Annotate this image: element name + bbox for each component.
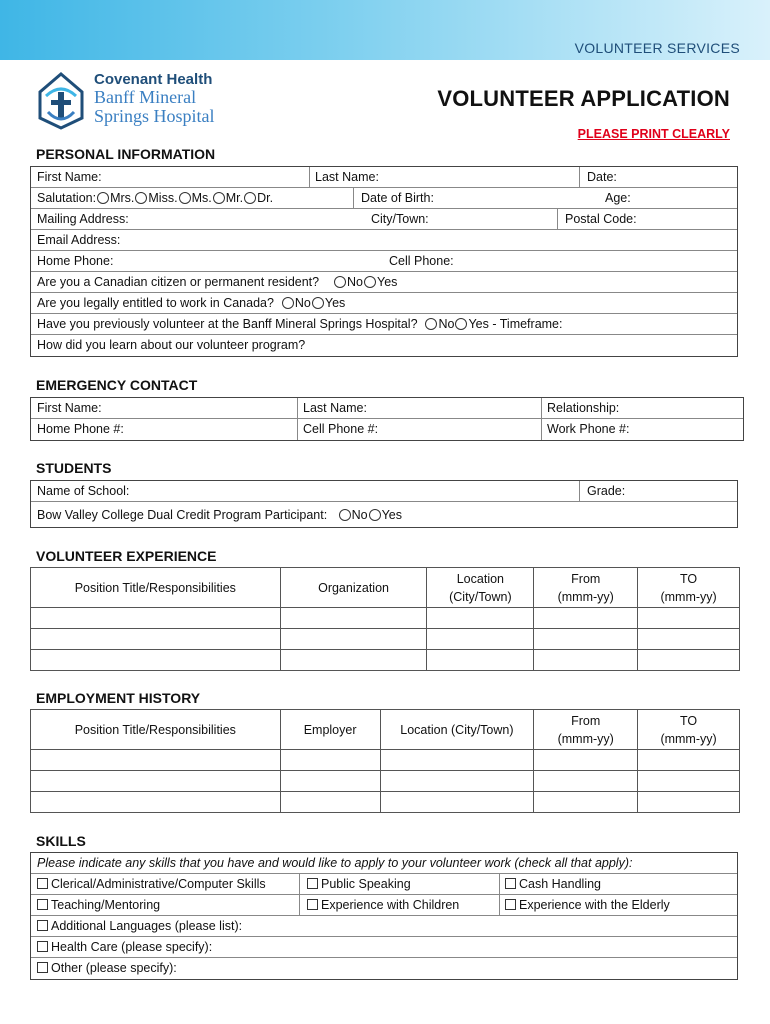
mr-label: Mr. (225, 191, 244, 205)
table-row (31, 792, 740, 813)
postal-code-field[interactable]: Postal Code: (565, 212, 637, 226)
miss-label: Miss. (148, 191, 178, 205)
table-cell[interactable] (380, 750, 534, 771)
clerical-label: Clerical/Administrative/Computer Skills (51, 877, 266, 891)
personal-row-salutation (31, 188, 737, 209)
dual-credit-yes-radio[interactable] (369, 509, 381, 521)
home-phone-field[interactable]: Home Phone: (37, 254, 114, 268)
public-speaking-label: Public Speaking (321, 877, 411, 891)
work-yes-radio[interactable] (312, 297, 324, 309)
col-position-header: Position Title/Responsibilities (31, 568, 281, 608)
table-cell[interactable] (534, 608, 638, 629)
school-name-field[interactable]: Name of School: (37, 484, 130, 498)
citizen-no-radio[interactable] (334, 276, 346, 288)
personal-info-box (30, 166, 738, 357)
salutation-label: Salutation: (37, 191, 97, 205)
cash-handling-label: Cash Handling (519, 877, 601, 891)
table-cell[interactable] (31, 629, 281, 650)
logo-line-2: Banff Mineral (94, 86, 197, 107)
previous-volunteer-question (33, 314, 562, 335)
skills-instructions: Please indicate any skills that you have and would like to apply to your volunteer work (check all that apply): (37, 856, 633, 870)
volunteer-experience-table (30, 567, 740, 671)
personal-row-email (31, 230, 737, 251)
skill-languages[interactable] (33, 916, 242, 937)
skill-clerical[interactable] (33, 874, 266, 895)
table-cell[interactable] (380, 771, 534, 792)
table-cell[interactable] (280, 792, 380, 813)
table-cell[interactable] (534, 792, 638, 813)
table-row (31, 608, 740, 629)
languages-label: Additional Languages (please list): (51, 919, 243, 933)
document-title: VOLUNTEER APPLICATION (437, 86, 730, 111)
citizen-question-text: Are you a Canadian citizen or permanent resident? (37, 275, 320, 289)
personal-row-phone (31, 251, 737, 272)
logo-line-3: Springs Hospital (94, 105, 215, 126)
children-label: Experience with Children (321, 898, 460, 912)
header-banner (0, 0, 770, 60)
skills-row-instructions (31, 853, 737, 874)
work-no-radio[interactable] (282, 297, 294, 309)
table-cell[interactable] (31, 608, 281, 629)
ec-last-name-field[interactable]: Last Name: (303, 401, 367, 415)
date-field[interactable]: Date: (587, 170, 617, 184)
work-yes-label: Yes (324, 296, 346, 310)
personal-row-learn (31, 335, 737, 356)
previous-timeframe-label: Yes - Timeframe: (468, 317, 563, 331)
table-cell[interactable] (534, 629, 638, 650)
ec-work-phone-field[interactable]: Work Phone #: (547, 422, 630, 436)
table-cell[interactable] (31, 792, 281, 813)
email-field[interactable]: Email Address: (37, 233, 121, 247)
ms-radio[interactable] (179, 192, 191, 204)
col-employer-header: Employer (280, 710, 380, 750)
table-cell[interactable] (427, 650, 534, 671)
work-question-text: Are you legally entitled to work in Canada? (37, 296, 274, 310)
work-question (33, 293, 345, 314)
table-cell[interactable] (638, 771, 740, 792)
col-position-header: Position Title/Responsibilities (31, 710, 281, 750)
miss-radio[interactable] (135, 192, 147, 204)
personal-row-previous (31, 314, 737, 335)
clerical-checkbox[interactable] (37, 878, 48, 889)
table-cell[interactable] (638, 629, 740, 650)
elderly-checkbox[interactable] (505, 899, 516, 910)
emergency-contact-box (30, 397, 744, 441)
table-row (31, 650, 740, 671)
skill-other[interactable] (33, 958, 177, 979)
citizen-yes-label: Yes (377, 275, 398, 289)
work-no-label: No (294, 296, 311, 310)
emergency-contact-heading: EMERGENCY CONTACT (36, 377, 198, 393)
students-row-1 (31, 481, 737, 502)
previous-no-radio[interactable] (425, 318, 437, 330)
grade-field[interactable]: Grade: (587, 484, 626, 498)
table-cell[interactable] (280, 608, 427, 629)
mailing-address-field[interactable]: Mailing Address: (37, 212, 129, 226)
personal-row-address (31, 209, 737, 230)
skills-row-2 (31, 895, 737, 916)
citizen-question (33, 272, 397, 293)
ec-cell-phone-field[interactable]: Cell Phone #: (303, 422, 379, 436)
table-cell[interactable] (427, 629, 534, 650)
elderly-label: Experience with the Elderly (519, 898, 670, 912)
table-cell[interactable] (638, 650, 740, 671)
personal-row-citizen (31, 272, 737, 293)
emergency-row-1 (31, 398, 743, 419)
cash-handling-checkbox[interactable] (505, 878, 516, 889)
last-name-field[interactable]: Last Name: (315, 170, 379, 184)
table-cell[interactable] (638, 608, 740, 629)
children-checkbox[interactable] (307, 899, 318, 910)
table-cell[interactable] (534, 771, 638, 792)
skill-health-care[interactable] (33, 937, 212, 958)
personal-row-name (31, 167, 737, 188)
skills-row-4 (31, 937, 737, 958)
table-cell[interactable] (638, 750, 740, 771)
skills-heading: SKILLS (36, 833, 86, 849)
citizen-no-label: No (347, 275, 364, 289)
previous-question-text: Have you previously volunteer at the Banff Mineral Springs Hospital? (37, 317, 418, 331)
skill-cash-handling[interactable] (501, 874, 601, 895)
personal-row-work (31, 293, 737, 314)
ec-relationship-field[interactable]: Relationship: (547, 401, 620, 415)
public-speaking-checkbox[interactable] (307, 878, 318, 889)
citizen-yes-radio[interactable] (364, 276, 376, 288)
teaching-label: Teaching/Mentoring (51, 898, 161, 912)
from-line-1: From (571, 713, 601, 728)
location-line-2: (City/Town) (449, 589, 512, 604)
col-to-header (638, 710, 740, 750)
covenant-health-logo (36, 70, 246, 132)
from-line-2: (mmm-yy) (557, 589, 614, 604)
personal-info-heading: PERSONAL INFORMATION (36, 146, 216, 162)
logo-line-1: Covenant Health (94, 71, 213, 88)
table-cell[interactable] (31, 750, 281, 771)
skill-public-speaking[interactable] (303, 874, 411, 895)
ms-label: Ms. (191, 191, 212, 205)
dual-credit-no-radio[interactable] (339, 509, 351, 521)
teaching-checkbox[interactable] (37, 899, 48, 910)
col-from-header (534, 568, 638, 608)
volunteer-experience-heading: VOLUNTEER EXPERIENCE (36, 548, 217, 564)
dual-credit-yes-label: Yes (381, 508, 402, 522)
emergency-row-2 (31, 419, 743, 440)
dr-radio[interactable] (244, 192, 256, 204)
cell-phone-field[interactable]: Cell Phone: (389, 254, 454, 268)
mr-radio[interactable] (213, 192, 225, 204)
col-to-header (638, 568, 740, 608)
from-line-2: (mmm-yy) (557, 731, 614, 746)
col-location-header (427, 568, 534, 608)
table-cell[interactable] (534, 650, 638, 671)
table-cell[interactable] (638, 792, 740, 813)
mrs-label: Mrs. (110, 191, 135, 205)
learn-about-field[interactable]: How did you learn about our volunteer program? (37, 338, 306, 352)
dual-credit-no-label: No (351, 508, 368, 522)
other-label: Other (please specify): (51, 961, 177, 975)
to-line-1: TO (680, 571, 698, 586)
table-cell[interactable] (280, 629, 427, 650)
col-organization-header: Organization (280, 568, 427, 608)
skills-row-5 (31, 958, 737, 979)
banner-text: VOLUNTEER SERVICES (574, 40, 740, 56)
from-line-1: From (571, 571, 601, 586)
covenant-cross-icon (36, 72, 86, 130)
skill-children[interactable] (303, 895, 459, 916)
table-row (31, 771, 740, 792)
to-line-2: (mmm-yy) (660, 589, 717, 604)
table-header-row (31, 710, 740, 750)
employment-history-table (30, 709, 740, 813)
skill-teaching[interactable] (33, 895, 160, 916)
table-cell[interactable] (280, 771, 380, 792)
col-location-header: Location (City/Town) (380, 710, 534, 750)
table-row (31, 629, 740, 650)
previous-yes-radio[interactable] (455, 318, 467, 330)
city-town-field[interactable]: City/Town: (371, 212, 429, 226)
col-from-header (534, 710, 638, 750)
table-cell[interactable] (427, 608, 534, 629)
health-care-checkbox[interactable] (37, 941, 48, 952)
first-name-field[interactable]: First Name: (37, 170, 102, 184)
dob-field[interactable]: Date of Birth: (361, 191, 434, 205)
table-cell[interactable] (280, 750, 380, 771)
students-row-2 (31, 502, 737, 527)
languages-checkbox[interactable] (37, 920, 48, 931)
salutation-group (33, 188, 273, 209)
location-line-1: Location (456, 571, 504, 586)
ec-first-name-field[interactable]: First Name: (37, 401, 102, 415)
students-heading: STUDENTS (36, 460, 112, 476)
other-checkbox[interactable] (37, 962, 48, 973)
age-field[interactable]: Age: (605, 191, 631, 205)
table-cell[interactable] (380, 792, 534, 813)
employment-history-heading: EMPLOYMENT HISTORY (36, 690, 201, 706)
to-line-2: (mmm-yy) (660, 731, 717, 746)
skill-elderly[interactable] (501, 895, 670, 916)
dual-credit-question (33, 505, 402, 526)
table-cell[interactable] (280, 650, 427, 671)
health-care-label: Health Care (please specify): (51, 940, 213, 954)
ec-home-phone-field[interactable]: Home Phone #: (37, 422, 124, 436)
print-clearly-note: PLEASE PRINT CLEARLY (577, 127, 730, 141)
skills-box (30, 852, 738, 980)
table-header-row (31, 568, 740, 608)
to-line-1: TO (679, 713, 698, 728)
skills-row-3 (31, 916, 737, 937)
students-box (30, 480, 738, 528)
dual-credit-text: Bow Valley College Dual Credit Program Participant: (37, 508, 328, 522)
previous-no-label: No (438, 317, 455, 331)
table-cell[interactable] (31, 650, 281, 671)
skills-row-1 (31, 874, 737, 895)
mrs-radio[interactable] (97, 192, 109, 204)
table-row (31, 750, 740, 771)
table-cell[interactable] (534, 750, 638, 771)
table-cell[interactable] (31, 771, 281, 792)
dr-label: Dr. (257, 191, 274, 205)
